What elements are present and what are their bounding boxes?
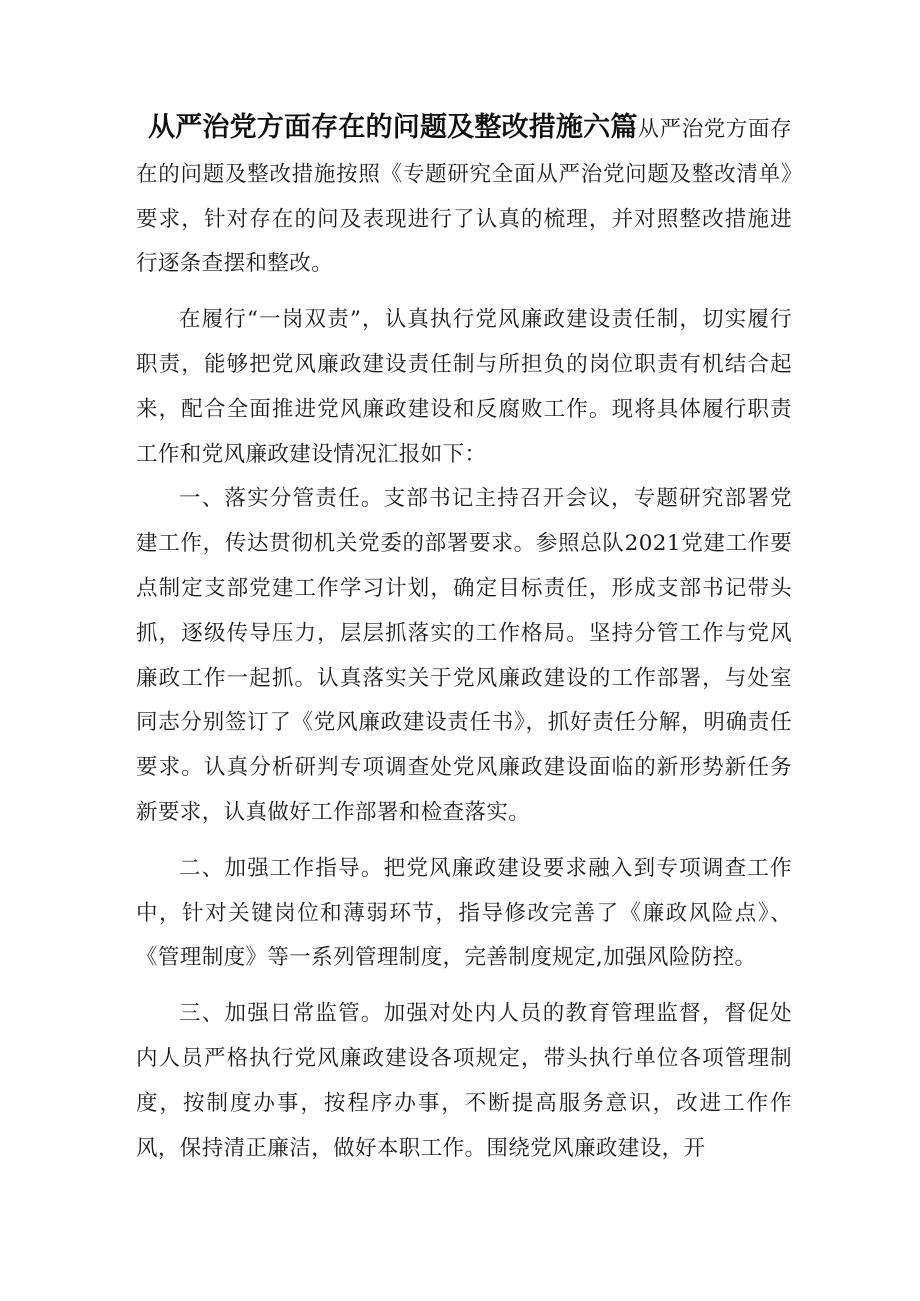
document-title: 从严治党方面存在的问题及整改措施六篇 — [148, 112, 638, 143]
paragraph-section-1: 一、落实分管责任。支部书记主持召开会议，专题研究部署党建工作，传达贯彻机关党委的部署要求。参照总队2021党建工作要点制定支部党建工作学习计划，确定目标责任，形成支部书记带头抓，逐级传导压力，层层抓落实的工作格局。坚持分管工作与党风廉政工作一起抓。认真落实关于党风廉政建设的工作部署，与处室同志分别签订了《党风廉政建设责任书》，抓好责任分解，明确责任要求。认真分析研判专项调查处党风廉政建设面临的新形势新任务新要求，认真做好工作部署和检查落实。 — [136, 486, 792, 825]
title-lead-paragraph — [136, 106, 792, 287]
paragraph-section-2: 二、加强工作指导。把党风廉政建设要求融入到专项调查工作中，针对关键岗位和薄弱环节，指导修改完善了《廉政风险点》、《管理制度》等一系列管理制度，完善制度规定,加强风险防控。 — [136, 855, 792, 971]
document-body — [136, 106, 792, 1171]
paragraph-section-3: 三、加强日常监管。加强对处内人员的教育管理监督，督促处内人员严格执行党风廉政建设各项规定，带头执行单位各项管理制度，按制度办事，按程序办事，不断提高服务意识，改进工作作风，保持清正廉洁，做好本职工作。围绕党风廉政建设，开 — [136, 1001, 792, 1161]
paragraph-intro: 在履行“一岗双责”，认真执行党风廉政建设责任制，切实履行职责，能够把党风廉政建设责任制与所担负的岗位职责有机结合起来，配合全面推进党风廉政建设和反腐败工作。现将具体履行职责工作和党风廉政建设情况汇报如下： — [136, 307, 792, 467]
lead-text: 从严治党方面存在的问题及整改措施按照《专题研究全面从严治党问题及整改清单》要求，针对存在的问及表现进行了认真的梳理，并对照整改措施进行逐条查摆和整改。 — [136, 117, 792, 277]
